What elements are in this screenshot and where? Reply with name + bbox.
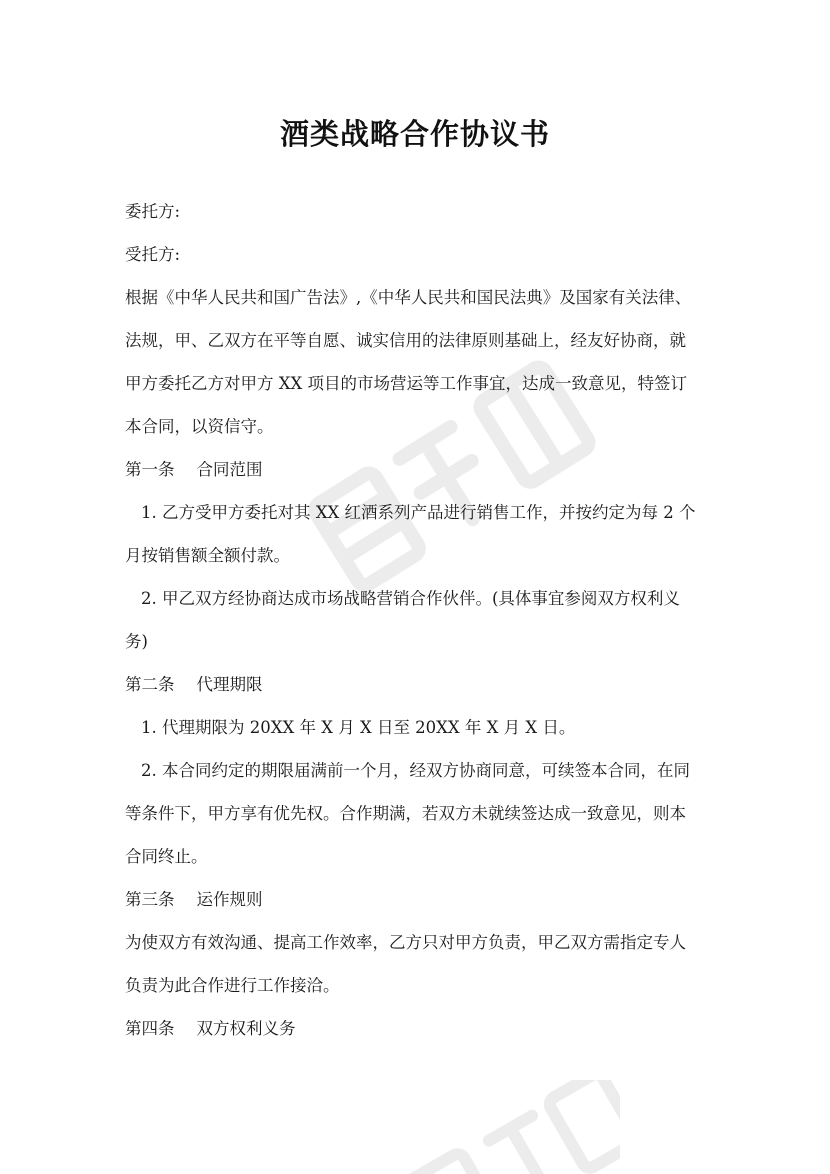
clause-item: 2. 本合同约定的期限届满前一个月，经双方协商同意，可续签本合同，在同 [141,761,690,780]
article-4-heading [125,1007,715,1050]
document-title: 酒类战略合作协议书 [279,117,550,151]
document-body [125,190,715,1050]
clause-item: 2. 甲乙双方经协商达成市场战略营销合作伙伴。(具体事宜参阅双方权利义 [141,589,680,608]
client-party-line: 委托方: [125,202,181,221]
article-1-heading [125,448,715,491]
rule-line: 为使双方有效沟通、提高工作效率，乙方只对甲方负责，甲乙双方需指定专人 [125,933,686,952]
clause-continuation: 等条件下，甲方享有优先权。合作期满，若双方未就续签达成一致意见，则本 [125,804,686,823]
article-number: 第二条 [125,675,175,694]
watermark-bottom-icon [380,1080,620,1174]
preamble-line: 法规，甲、乙双方在平等自愿、诚实信用的法律原则基础上，经友好协商，就 [125,331,686,350]
preamble-line: 甲方委托乙方对甲方 XX 项目的市场营运等工作事宜，达成一致意见，特签订 [125,374,687,393]
clause-item: 1. 代理期限为 20XX 年 X 月 X 日至 20XX 年 X 月 X 日。 [141,718,576,737]
article-title: 双方权利义务 [196,1019,296,1038]
clause-continuation: 月按销售额全额付款。 [125,546,290,565]
article-title: 代理期限 [196,675,263,694]
clause-continuation: 合同终止。 [125,847,208,866]
rule-line: 负责为此合作进行工作接洽。 [125,976,340,995]
article-number: 第四条 [125,1019,175,1038]
article-3-heading [125,878,715,921]
article-title: 合同范围 [196,460,263,479]
article-2-heading [125,663,715,706]
preamble-line: 根据《中华人民共和国广告法》,《中华人民共和国民法典》及国家有关法律、 [125,288,692,307]
article-number: 第一条 [125,460,175,479]
preamble-line: 本合同，以资信守。 [125,417,274,436]
clause-item: 1. 乙方受甲方委托对其 XX 红酒系列产品进行销售工作，并按约定为每 2 个 [141,503,696,522]
article-title: 运作规则 [196,890,263,909]
agent-party-line: 受托方: [125,245,181,264]
clause-continuation: 务) [125,632,148,651]
article-number: 第三条 [125,890,175,909]
